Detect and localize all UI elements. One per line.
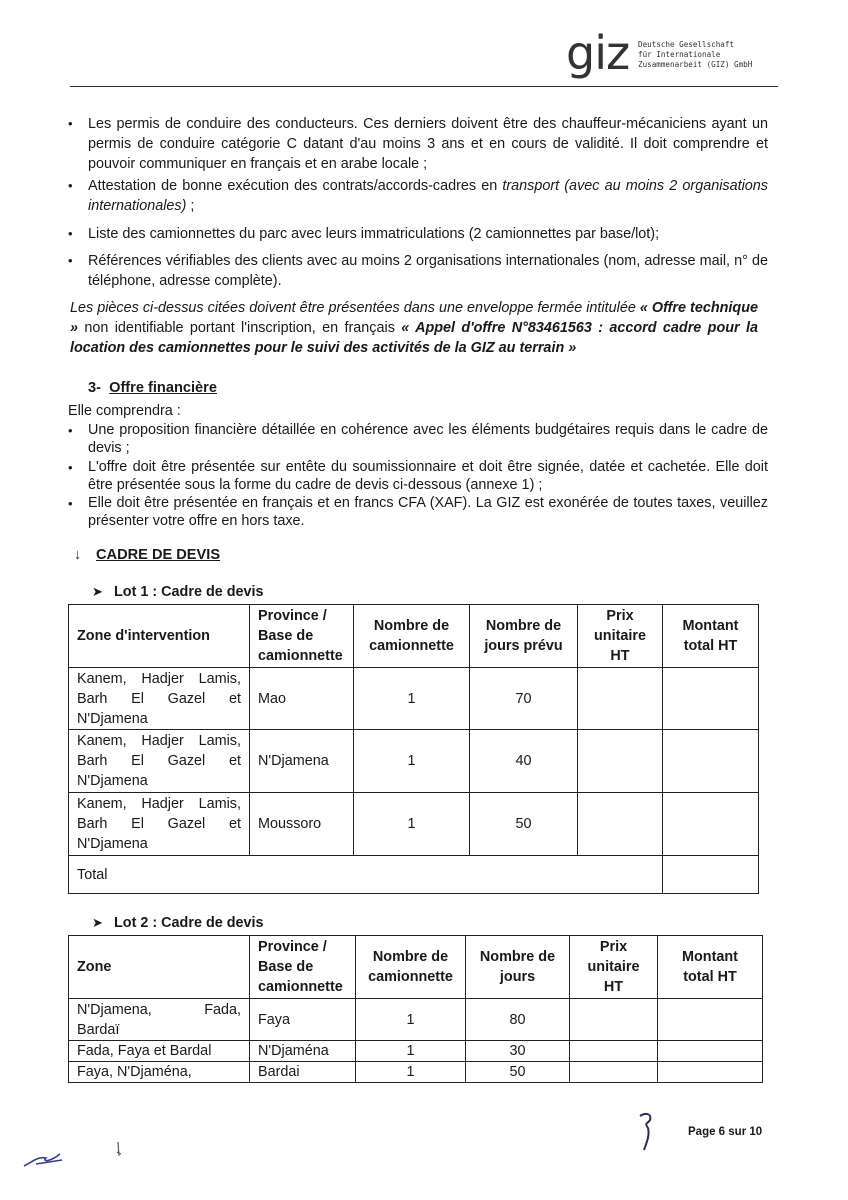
zone-cell: Kanem, Hadjer Lamis, Barh El Gazel et N'Djamena xyxy=(69,793,250,856)
base-cell: Bardai xyxy=(250,1062,356,1083)
days-cell: 50 xyxy=(470,793,578,856)
count-cell: 1 xyxy=(354,668,470,730)
base-cell: Mao xyxy=(250,668,354,730)
amount-cell[interactable] xyxy=(658,1041,763,1062)
table-row xyxy=(69,730,759,793)
pen-mark xyxy=(114,1140,124,1162)
total-amount-cell[interactable] xyxy=(663,856,759,894)
list-item-text: L'offre doit être présentée sur entête du soumissionnaire et doit être signée, datée et cachetée. Elle doit être présentée sous la forme du cadre de devis ci-dessous (annexe 1) ; xyxy=(88,459,768,493)
column-header: Montant total HT xyxy=(663,605,759,668)
header-divider xyxy=(70,86,778,87)
price-cell[interactable] xyxy=(578,793,663,856)
total-label: Total xyxy=(69,856,663,894)
list-item xyxy=(68,494,768,530)
amount-cell[interactable] xyxy=(658,1062,763,1083)
list-item-text: Références vérifiables des clients avec au moins 2 organisations internationales (nom, adresse mail, n° de téléphone, adresse complète). xyxy=(88,253,768,289)
column-header: Prix unitaire HT xyxy=(578,605,663,668)
column-header: Province / Base de camionnette xyxy=(250,936,356,999)
days-cell: 80 xyxy=(466,999,570,1041)
bullet-icon: • xyxy=(68,423,73,438)
chevron-right-icon: ➤ xyxy=(92,915,103,930)
list-item xyxy=(68,421,768,457)
signature-mark xyxy=(22,1148,66,1170)
amount-cell[interactable] xyxy=(663,668,759,730)
base-cell: N'Djamena xyxy=(250,730,354,793)
table-row xyxy=(69,999,763,1041)
table-row xyxy=(69,668,759,730)
base-cell: Moussoro xyxy=(250,793,354,856)
table-row xyxy=(69,793,759,856)
zone-cell: Kanem, Hadjer Lamis, Barh El Gazel et N'Djamena xyxy=(69,668,250,730)
list-item xyxy=(68,224,768,244)
section-intro: Elle comprendra : xyxy=(68,403,181,419)
count-cell: 1 xyxy=(356,1062,466,1083)
list-item xyxy=(68,176,768,216)
bullet-icon: • xyxy=(68,253,73,268)
column-header: Prix unitaire HT xyxy=(570,936,658,999)
column-header: Nombre de camionnette xyxy=(356,936,466,999)
tagline-line: Zusammenarbeit (GIZ) GmbH xyxy=(638,60,753,69)
logo-tagline xyxy=(638,40,768,70)
note-paragraph: Les pièces ci-dessus citées doivent être présentées dans une enveloppe fermée intitulée « Offre technique » non identifiable portant l'inscription, en français « Appel d'offre N°83461563 : accord cadre pour la location des camionnettes pour le suivi des activités de la GIZ au terrain » xyxy=(70,300,758,356)
price-cell[interactable] xyxy=(570,999,658,1041)
count-cell: 1 xyxy=(354,793,470,856)
table-header-row xyxy=(69,936,763,999)
total-row xyxy=(69,856,759,894)
list-item-text: Liste des camionnettes du parc avec leurs immatriculations (2 camionnettes par base/lot); xyxy=(88,226,660,242)
price-cell[interactable] xyxy=(578,730,663,793)
zone-cell: N'Djamena, Fada, Bardaï xyxy=(69,999,250,1041)
arrow-down-icon: ↓ xyxy=(74,547,82,563)
count-cell: 1 xyxy=(356,999,466,1041)
zone-cell: Fada, Faya et Bardal xyxy=(69,1041,250,1062)
lot1-table xyxy=(68,604,759,894)
table-row xyxy=(69,1062,763,1083)
list-item xyxy=(68,114,768,174)
days-cell: 50 xyxy=(466,1062,570,1083)
amount-cell[interactable] xyxy=(663,793,759,856)
bullet-icon: • xyxy=(68,496,73,511)
days-cell: 30 xyxy=(466,1041,570,1062)
price-cell[interactable] xyxy=(570,1041,658,1062)
base-cell: Faya xyxy=(250,999,356,1041)
column-header: Nombre de camionnette xyxy=(354,605,470,668)
zone-cell: Faya, N'Djaména, xyxy=(69,1062,250,1083)
bullet-icon: • xyxy=(68,460,73,475)
initials-mark xyxy=(636,1110,660,1152)
section-heading: 3- Offre financière xyxy=(88,380,217,396)
logo-word: giz xyxy=(566,26,630,80)
list-item-text: Attestation de bonne exécution des contrats/accords-cadres en transport (avec au moins 2 organisations internationales) ; xyxy=(88,178,768,214)
column-header: Zone xyxy=(69,936,250,999)
bullet-icon: • xyxy=(68,116,73,131)
bullet-icon: • xyxy=(68,178,73,193)
zone-cell: Kanem, Hadjer Lamis, Barh El Gazel et N'Djamena xyxy=(69,730,250,793)
base-cell: N'Djaména xyxy=(250,1041,356,1062)
lot2-table xyxy=(68,935,763,1083)
days-cell: 40 xyxy=(470,730,578,793)
column-header: Nombre de jours xyxy=(466,936,570,999)
chevron-right-icon: ➤ xyxy=(92,584,103,599)
tagline-line: für Internationale xyxy=(638,50,721,59)
count-cell: 1 xyxy=(354,730,470,793)
column-header: Montant total HT xyxy=(658,936,763,999)
giz-logo xyxy=(566,26,766,80)
table-row xyxy=(69,1041,763,1062)
list-item xyxy=(68,251,768,291)
column-header: Nombre de jours prévu xyxy=(470,605,578,668)
days-cell: 70 xyxy=(470,668,578,730)
price-cell[interactable] xyxy=(570,1062,658,1083)
column-header: Zone d'intervention xyxy=(69,605,250,668)
lot-title: ➤ Lot 2 : Cadre de devis xyxy=(92,915,264,931)
amount-cell[interactable] xyxy=(658,999,763,1041)
cadre-title: ↓ CADRE DE DEVIS xyxy=(74,547,221,563)
column-header: Province / Base de camionnette xyxy=(250,605,354,668)
page-number: Page 6 sur 10 xyxy=(688,1126,763,1138)
lot-title: ➤ Lot 1 : Cadre de devis xyxy=(92,584,264,600)
list-item-text: Les permis de conduire des conducteurs. Ces derniers doivent être des chauffeur-mécaniciens ayant un permis de conduire catégorie C datant d'au moins 3 ans et en cours de validité. Il doit comprendre et pouvoir communiquer en français et en arabe locale ; xyxy=(88,116,768,172)
bullet-icon: • xyxy=(68,226,73,241)
amount-cell[interactable] xyxy=(663,730,759,793)
list-item-text: Elle doit être présentée en français et en francs CFA (XAF). La GIZ est exonérée de toutes taxes, veuillez présenter votre offre en hors taxe. xyxy=(88,495,768,529)
list-item xyxy=(68,458,768,494)
count-cell: 1 xyxy=(356,1041,466,1062)
list-item-text: Une proposition financière détaillée en cohérence avec les éléments budgétaires requis dans le cadre de devis ; xyxy=(88,422,768,456)
table-header-row xyxy=(69,605,759,668)
tagline-line: Deutsche Gesellschaft xyxy=(638,40,735,49)
price-cell[interactable] xyxy=(578,668,663,730)
